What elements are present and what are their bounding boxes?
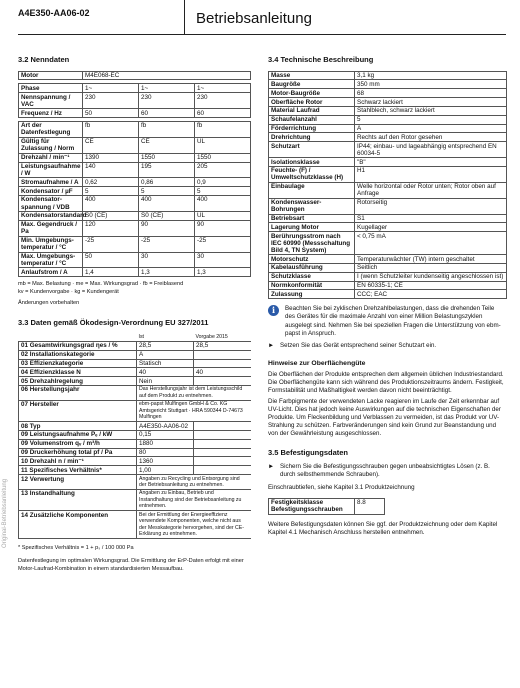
eco-footnote-1: * Spezifisches Verhältnis = 1 + pₛ / 100 000 Pa [18, 544, 134, 551]
table-row [269, 166, 507, 182]
row-value: 1550 [139, 153, 195, 162]
eco-target [194, 377, 251, 386]
eco-label: 09 Volumenstrom qᵥ / m³/h [19, 439, 137, 448]
eco-value: Angaben zu Recycling und Entsorgung sind der Betriebsanleitung zu entnehmen. [137, 475, 251, 490]
table-row [19, 489, 251, 510]
tech-value: IP44; einbau- und lageabhängig entsprechend EN 60034-5 [355, 142, 507, 158]
row-value: 90 [195, 220, 251, 236]
table-row [19, 368, 251, 377]
table-row [269, 223, 507, 232]
eco-footnote-2: Datenfestlegung im optimalen Wirkungsgrad. Die Ermittlung der ErP-Daten erfolgt mit einer Motor-Laufrad-Kombination in einem standardisierten Messaufbau. [18, 558, 244, 572]
left-column [18, 56, 250, 573]
table-row [19, 109, 251, 118]
tech-value: 5 [355, 115, 507, 124]
row-value: fb [195, 121, 251, 137]
surface-paragraph-1: Die Oberflächen der Produkte entsprechen dem allgemein üblichen Industriestandard. Die Oberflächengüte kann sich während des Produktionszeitraums ändern. Festigkeit, Formstabilität und Maßhaltigkeit werden davon nicht beeinträchtigt. [268, 371, 504, 395]
tech-desc-table [268, 71, 507, 300]
table-row [19, 341, 251, 350]
row-value: 1~ [83, 84, 139, 93]
table-row [269, 290, 507, 299]
row-value: 205 [195, 162, 251, 178]
eco-target: 40 [194, 368, 251, 377]
tech-value: 68 [355, 89, 507, 98]
info-note [268, 305, 506, 338]
row-value: 195 [139, 162, 195, 178]
tech-value: Rotorseitig [355, 198, 507, 214]
table-row [269, 142, 507, 158]
tech-value: 350 mm [355, 80, 507, 89]
tech-label: Kondenswasser-Bohrungen [269, 198, 355, 214]
strength-label: Festigkeitsklasse Befestigungsschrauben [269, 498, 355, 514]
eco-value: ebm-papst Mulfingen GmbH & Co. KG Amtsgericht Stuttgart · HRA 590344 D-74673 Mulfingen [137, 400, 251, 421]
row-value: 50 [83, 252, 139, 268]
tech-value: H1 [355, 166, 507, 182]
row-label: Art der Datenfestlegung [19, 121, 83, 137]
table-row [19, 162, 251, 178]
header-divider-vertical [184, 0, 185, 34]
table-row [19, 196, 251, 212]
eco-value: Statisch [137, 359, 194, 368]
row-value: -25 [139, 236, 195, 252]
row-value: 50 [83, 109, 139, 118]
head-vorgabe: Vorgabe 2015 [194, 334, 251, 342]
row-label: Leistungsaufnahme / W [19, 162, 83, 178]
row-label: Kondensatorstandard [19, 211, 83, 220]
tech-value: A [355, 124, 507, 133]
row-value: 140 [83, 162, 139, 178]
row-label: Min. Umgebungs-temperatur / °C [19, 236, 83, 252]
info-icon: i [268, 305, 279, 316]
row-value: 30 [139, 252, 195, 268]
eco-label: 12 Verwertung [19, 475, 137, 490]
table-row [269, 281, 507, 290]
motor-value: M4E068-EC [83, 71, 251, 80]
table-row [19, 457, 251, 466]
footnote-changes: Änderungen vorbehalten [18, 299, 80, 306]
strength-value: 8.8 [355, 498, 385, 514]
row-label: Frequenz / Hz [19, 109, 83, 118]
row-value: UL [195, 211, 251, 220]
row-value: 60 [195, 109, 251, 118]
tech-value: Temperaturwächter (TW) intern geschaltet [355, 255, 507, 264]
tech-label: Isolationsklasse [269, 158, 355, 167]
table-row [269, 263, 507, 272]
table-row [19, 422, 251, 431]
header-divider [18, 34, 506, 35]
table-row [19, 475, 251, 490]
table-row [269, 272, 507, 281]
row-value: 1,3 [139, 268, 195, 277]
tech-label: Normkonformität [269, 281, 355, 290]
section-3-4-title: 3.4 Technische Beschreibung [268, 55, 374, 64]
eco-value: 1360 [137, 457, 194, 466]
row-value: 5 [195, 187, 251, 196]
table-row [19, 268, 251, 277]
table-row [19, 466, 251, 475]
row-value: 400 [195, 196, 251, 212]
tech-value: Rechts auf den Rotor gesehen [355, 133, 507, 142]
surface-paragraph-2: Die Farbpigmente der verwendeten Lacke reagieren im Laufe der Zeit erkennbar auf UV-Licht. Dies hat jedoch keine Auswirkungen auf die technischen Eigenschaften der Produkte. Um Fleckenbildung und Verblassen zu vermeiden, ist das Produkt vor UV-Strahlung zu schützen. Farbveränderungen sind kein Grund zur Beanstandung und von der Gewährleistung ausgeschlossen. [268, 397, 501, 438]
tech-label: Einbaulage [269, 182, 355, 198]
doc-title: Betriebsanleitung [196, 10, 312, 27]
eco-target [194, 466, 251, 475]
row-value: -25 [83, 236, 139, 252]
eco-target [194, 430, 251, 439]
tech-label: Drehrichtung [269, 133, 355, 142]
tech-value: Stahlblech, schwarz lackiert [355, 106, 507, 115]
row-value: 1,4 [83, 268, 139, 277]
tech-value: Seitlich [355, 263, 507, 272]
row-value: 60 [139, 109, 195, 118]
tech-label: Motorschutz [269, 255, 355, 264]
row-value: -25 [195, 236, 251, 252]
table-row [19, 350, 251, 359]
table-row [19, 84, 251, 93]
table-row [19, 386, 251, 401]
rated-data-table [18, 71, 251, 278]
eco-label: 01 Gesamtwirkungsgrad ηes / % [19, 341, 137, 350]
eco-label: 11 Spezifisches Verhältnis* [19, 466, 137, 475]
table-row [269, 80, 507, 89]
table-row [269, 232, 507, 255]
tech-label: Förderrichtung [269, 124, 355, 133]
doc-code: A4E350-AA06-02 [18, 8, 90, 18]
table-row [19, 178, 251, 187]
row-value: 1550 [195, 153, 251, 162]
row-label: Max. Umgebungs-temperatur / °C [19, 252, 83, 268]
row-value: CE [83, 137, 139, 153]
tech-value: < 0,75 mA [355, 232, 507, 255]
eco-label: 02 Installationskategorie [19, 350, 137, 359]
tech-value: I (wenn Schutzleiter kundenseitig angeschlossen ist) [355, 272, 507, 281]
eco-label: 05 Drehzahlregelung [19, 377, 137, 386]
row-value: 1390 [83, 153, 139, 162]
row-value: fb [83, 121, 139, 137]
section-3-2-title: 3.2 Nenndaten [18, 55, 70, 64]
tech-label: Motor-Baugröße [269, 89, 355, 98]
table-row [269, 115, 507, 124]
table-row [19, 400, 251, 421]
table-row [269, 214, 507, 223]
row-value: 0,86 [139, 178, 195, 187]
eco-target [194, 448, 251, 457]
table-row [19, 211, 251, 220]
tech-label: Lagerung Motor [269, 223, 355, 232]
table-row [269, 133, 507, 142]
section-3-5-title: 3.5 Befestigungsdaten [268, 447, 349, 457]
eco-label: 07 Hersteller [19, 400, 137, 421]
eco-label: 08 Typ [19, 422, 137, 431]
info-note-text: Beachten Sie bei zyklischen Drehzahlbelastungen, dass die drehenden Teile des Gerätes für die maximale Anzahl von einer Million Belastungszyklen ausgelegt sind. Nehmen Sie bei speziellen Fragen die Unterstützung von ebm-papst in Anspruch. [285, 305, 501, 337]
tightening-text: Einschraubtiefen, siehe Kapitel 3.1 Produktzeichnung [268, 483, 415, 491]
eco-label: 09 Druckerhöhung total pf / Pa [19, 448, 137, 457]
table-row [19, 252, 251, 268]
table-row [19, 448, 251, 457]
row-value: S0 (CE) [83, 211, 139, 220]
tech-label: Masse [269, 71, 355, 80]
footnote-abbrev-1: mb = Max. Belastung · me = Max. Wirkungsgrad · fb = Freiblasend [18, 281, 184, 288]
tech-label: Schutzart [269, 142, 355, 158]
eco-target [194, 457, 251, 466]
tech-label: Baugröße [269, 80, 355, 89]
eco-label: 03 Effizienzkategorie [19, 359, 137, 368]
eco-value: Bei der Ermittlung der Energieeffizienz verwendete Komponenten, welche nicht aus der Messkategorie hervorgehen, sind der CE-Erklärung zu entnehmen. [137, 511, 251, 539]
eco-value: Nein [137, 377, 194, 386]
tech-label: Kabelausführung [269, 263, 355, 272]
row-value: 5 [83, 187, 139, 196]
strength-table [268, 498, 385, 515]
tech-label: Betriebsart [269, 214, 355, 223]
eco-value: A4E350-AA06-02 [137, 422, 194, 431]
tech-value: 3,1 kg [355, 71, 507, 80]
table-row [19, 153, 251, 162]
table-row [19, 359, 251, 368]
row-value: 230 [195, 93, 251, 109]
eco-label: 13 Instandhaltung [19, 489, 137, 510]
row-value: 1~ [139, 84, 195, 93]
tech-label: Schutzklasse [269, 272, 355, 281]
tech-label: Feuchte- (F) / Umweltschutzklasse (H) [269, 166, 355, 182]
eco-label: 04 Effizienzklasse N [19, 368, 137, 377]
table-row [269, 106, 507, 115]
eco-value: 1,00 [137, 466, 194, 475]
row-value: 400 [139, 196, 195, 212]
arrow-bullet-icon: ► [268, 342, 275, 350]
tech-value: CCC; EAC [355, 290, 507, 299]
head-ist: Ist [137, 334, 194, 342]
table-row [269, 198, 507, 214]
bullet-protection [268, 342, 506, 350]
table-row [269, 98, 507, 107]
row-value: 230 [139, 93, 195, 109]
eco-target [194, 350, 251, 359]
tech-value: Welle horizontal oder Rotor unten; Rotor oben auf Anfrage [355, 182, 507, 198]
row-label: Anlaufstrom / A [19, 268, 83, 277]
row-value: UL [195, 137, 251, 153]
row-label: Kondensator / µF [19, 187, 83, 196]
eco-value: A [137, 350, 194, 359]
table-row [19, 430, 251, 439]
row-label: Max. Gegendruck / Pa [19, 220, 83, 236]
table-row [19, 137, 251, 153]
table-row [19, 377, 251, 386]
row-value: S0 (CE) [139, 211, 195, 220]
row-value: 5 [139, 187, 195, 196]
eco-label: 14 Zusätzliche Komponenten [19, 511, 137, 539]
tech-value: Schwarz lackiert [355, 98, 507, 107]
eco-label: 10 Drehzahl n / min⁻¹ [19, 457, 137, 466]
tech-value: Kugellager [355, 223, 507, 232]
row-value: 1~ [195, 84, 251, 93]
section-3-3-title: 3.3 Daten gemäß Ökodesign-Verordnung EU 327/2011 [18, 318, 209, 328]
tech-label: Oberfläche Rotor [269, 98, 355, 107]
eco-label: 09 Leistungsaufnahme Pₑ / kW [19, 430, 137, 439]
table-row [269, 124, 507, 133]
table-row [269, 182, 507, 198]
row-label: Gültig für Zulassung / Norm [19, 137, 83, 153]
more-fixing-text: Weitere Befestigungsdaten können Sie ggf. der Produktzeichnung oder dem Kapitel Kapitel 4.1 Mechanisch Anschluss herstellen entnehmen. [268, 520, 498, 536]
eco-value: 28,5 [137, 341, 194, 350]
eco-value: 0,15 [137, 430, 194, 439]
table-row [19, 121, 251, 137]
row-label: Kondensator-spannung / VDB [19, 196, 83, 212]
row-value: CE [139, 137, 195, 153]
table-row [19, 220, 251, 236]
arrow-bullet-icon: ► [268, 463, 275, 471]
row-value: 0,9 [195, 178, 251, 187]
table-row [19, 93, 251, 109]
eco-label: 06 Herstellungsjahr [19, 386, 137, 401]
tech-label: Berührungsstrom nach IEC 60990 (Messschaltung Bild 4, TN System) [269, 232, 355, 255]
row-value: 0,62 [83, 178, 139, 187]
table-row [269, 71, 507, 80]
eco-value: Angaben zu Einbau, Betrieb und Instandhaltung sind der Betriebsanleitung zu entnehmen. [137, 489, 251, 510]
table-row [269, 255, 507, 264]
footnote-abbrev-2: kv = Kundenvorgabe · kg = Kundengerät [18, 288, 119, 295]
table-row [19, 439, 251, 448]
surface-title: Hinweise zur Oberflächengüte [268, 360, 366, 368]
right-column [268, 56, 506, 537]
row-value: 120 [83, 220, 139, 236]
bullet-protection-text: Setzen Sie das Gerät entsprechend seiner Schutzart ein. [280, 342, 437, 350]
eco-target [194, 422, 251, 431]
row-label: Phase [19, 84, 83, 93]
eco-value: 40 [137, 368, 194, 377]
row-label: Stromaufnahme / A [19, 178, 83, 187]
table-row [269, 158, 507, 167]
row-value: 90 [139, 220, 195, 236]
row-value: 230 [83, 93, 139, 109]
ecodesign-table [18, 334, 251, 539]
tech-value: EN 60335-1; CE [355, 281, 507, 290]
bullet-screws [268, 463, 506, 479]
side-watermark: Original-Betriebsanleitung [2, 478, 8, 548]
row-label: Drehzahl / min⁻¹ [19, 153, 83, 162]
table-row [269, 89, 507, 98]
row-value: 1,3 [195, 268, 251, 277]
tech-label: Zulassung [269, 290, 355, 299]
table-row [19, 187, 251, 196]
eco-value: Das Herstellungsjahr ist dem Leistungsschild auf dem Produkt zu entnehmen. [137, 386, 251, 401]
eco-target [194, 439, 251, 448]
motor-label: Motor [19, 71, 83, 80]
eco-target [194, 359, 251, 368]
bullet-screws-text: Sichern Sie die Befestigungsschrauben gegen unbeabsichtigtes Lösen (z. B. durch selbsthemmende Schrauben). [280, 463, 490, 479]
eco-value: 1880 [137, 439, 194, 448]
tech-value: "B" [355, 158, 507, 167]
table-row [19, 236, 251, 252]
eco-target: 28,5 [194, 341, 251, 350]
row-label: Nennspannung / VAC [19, 93, 83, 109]
tech-label: Material Laufrad [269, 106, 355, 115]
row-value: 30 [195, 252, 251, 268]
tech-label: Schaufelanzahl [269, 115, 355, 124]
tech-value: S1 [355, 214, 507, 223]
row-value: fb [139, 121, 195, 137]
row-value: 400 [83, 196, 139, 212]
table-row [19, 511, 251, 539]
eco-value: 80 [137, 448, 194, 457]
